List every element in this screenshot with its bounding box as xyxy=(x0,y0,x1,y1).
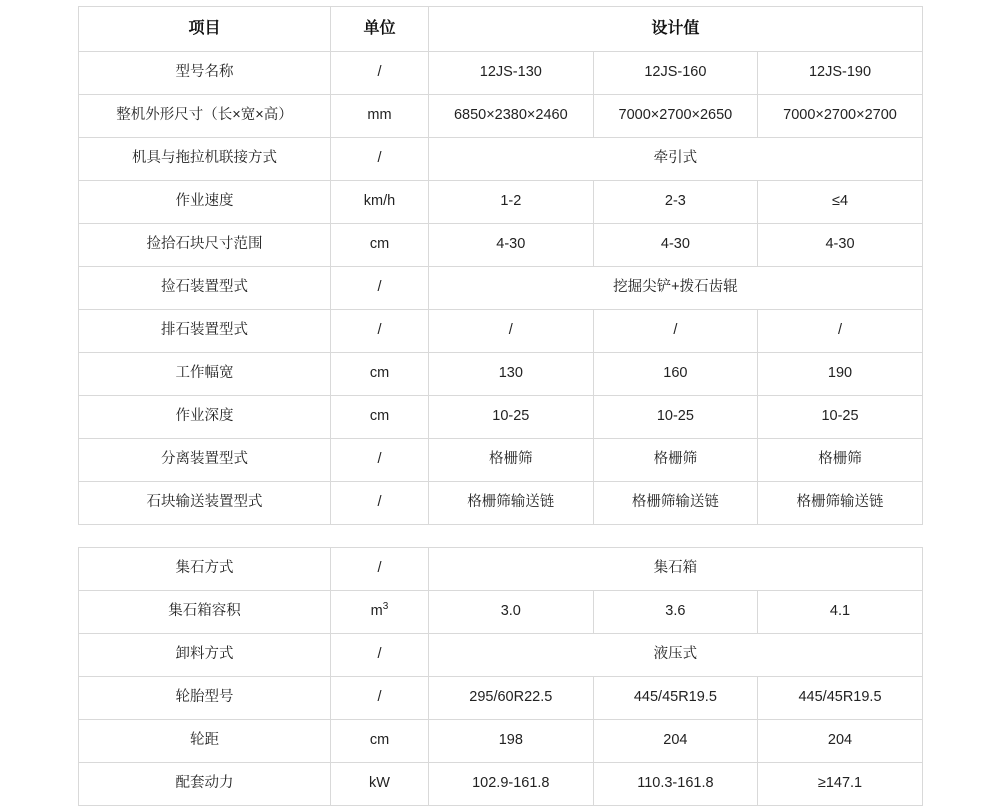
table-row xyxy=(79,720,923,763)
row-value-2: 10-25 xyxy=(593,396,758,439)
table-row xyxy=(79,677,923,720)
row-value-1: 4-30 xyxy=(429,224,594,267)
row-value-1: 格栅筛输送链 xyxy=(429,482,594,525)
row-item-label: 作业深度 xyxy=(79,396,331,439)
row-value-3: 10-25 xyxy=(758,396,923,439)
specification-table-primary xyxy=(78,6,923,525)
row-value-3: 445/45R19.5 xyxy=(758,677,923,720)
row-item-label: 工作幅宽 xyxy=(79,353,331,396)
row-unit: cm xyxy=(331,224,429,267)
row-value-1: 198 xyxy=(429,720,594,763)
table-spacer xyxy=(78,525,922,547)
table-row xyxy=(79,591,923,634)
row-value-1: / xyxy=(429,310,594,353)
row-value-merged: 液压式 xyxy=(429,634,923,677)
table-row xyxy=(79,224,923,267)
table-row xyxy=(79,52,923,95)
row-value-2: 110.3-161.8 xyxy=(593,763,758,806)
row-value-3: 格栅筛 xyxy=(758,439,923,482)
row-unit: mm xyxy=(331,95,429,138)
row-item-label: 分离装置型式 xyxy=(79,439,331,482)
specification-table-secondary xyxy=(78,547,923,806)
row-value-1: 102.9-161.8 xyxy=(429,763,594,806)
row-value-merged: 挖掘尖铲+拨石齿辊 xyxy=(429,267,923,310)
table-row xyxy=(79,267,923,310)
table-row xyxy=(79,396,923,439)
table-row xyxy=(79,634,923,677)
row-value-3: 4-30 xyxy=(758,224,923,267)
table-body-secondary xyxy=(79,548,923,806)
row-item-label: 捡石装置型式 xyxy=(79,267,331,310)
table-row xyxy=(79,439,923,482)
row-value-merged: 牵引式 xyxy=(429,138,923,181)
row-unit: / xyxy=(331,310,429,353)
row-item-label: 轮距 xyxy=(79,720,331,763)
row-value-1: 6850×2380×2460 xyxy=(429,95,594,138)
row-value-3: 204 xyxy=(758,720,923,763)
table-row xyxy=(79,353,923,396)
row-unit: / xyxy=(331,439,429,482)
row-item-label: 配套动力 xyxy=(79,763,331,806)
row-value-1: 130 xyxy=(429,353,594,396)
row-item-label: 排石装置型式 xyxy=(79,310,331,353)
row-value-2: / xyxy=(593,310,758,353)
table-header-row xyxy=(79,7,923,52)
row-unit: cm xyxy=(331,353,429,396)
table-row xyxy=(79,310,923,353)
row-unit: $m^3$ xyxy=(331,591,429,634)
row-unit: / xyxy=(331,138,429,181)
table-row xyxy=(79,548,923,591)
row-value-1: 295/60R22.5 xyxy=(429,677,594,720)
table-row xyxy=(79,138,923,181)
row-value-2: 格栅筛输送链 xyxy=(593,482,758,525)
row-unit: / xyxy=(331,482,429,525)
row-unit: kW xyxy=(331,763,429,806)
row-value-2: 格栅筛 xyxy=(593,439,758,482)
row-value-3: ≤4 xyxy=(758,181,923,224)
row-item-label: 石块输送装置型式 xyxy=(79,482,331,525)
row-value-2: 4-30 xyxy=(593,224,758,267)
row-value-3: 12JS-190 xyxy=(758,52,923,95)
header-item: 项目 xyxy=(79,7,331,52)
row-value-2: 3.6 xyxy=(593,591,758,634)
table-row xyxy=(79,181,923,224)
row-item-label: 轮胎型号 xyxy=(79,677,331,720)
row-unit: / xyxy=(331,548,429,591)
row-value-3: / xyxy=(758,310,923,353)
row-item-label: 机具与拖拉机联接方式 xyxy=(79,138,331,181)
row-value-2: 204 xyxy=(593,720,758,763)
row-value-1: 10-25 xyxy=(429,396,594,439)
row-item-label: 集石箱容积 xyxy=(79,591,331,634)
row-unit: cm xyxy=(331,396,429,439)
header-unit: 单位 xyxy=(331,7,429,52)
row-item-label: 捡拾石块尺寸范围 xyxy=(79,224,331,267)
row-unit: / xyxy=(331,267,429,310)
row-value-2: 445/45R19.5 xyxy=(593,677,758,720)
row-value-2: 7000×2700×2650 xyxy=(593,95,758,138)
table-row xyxy=(79,95,923,138)
row-item-label: 卸料方式 xyxy=(79,634,331,677)
row-value-2: 2-3 xyxy=(593,181,758,224)
table-body-primary xyxy=(79,52,923,525)
row-item-label: 作业速度 xyxy=(79,181,331,224)
table-header xyxy=(79,7,923,52)
row-value-1: 格栅筛 xyxy=(429,439,594,482)
row-value-3: ≥147.1 xyxy=(758,763,923,806)
row-item-label: 集石方式 xyxy=(79,548,331,591)
row-value-3: 7000×2700×2700 xyxy=(758,95,923,138)
row-value-2: 160 xyxy=(593,353,758,396)
row-value-1: 1-2 xyxy=(429,181,594,224)
row-value-1: 3.0 xyxy=(429,591,594,634)
table-row xyxy=(79,482,923,525)
row-unit: km/h xyxy=(331,181,429,224)
row-unit: cm xyxy=(331,720,429,763)
row-item-label: 型号名称 xyxy=(79,52,331,95)
row-unit: / xyxy=(331,677,429,720)
row-value-3: 4.1 xyxy=(758,591,923,634)
row-value-3: 190 xyxy=(758,353,923,396)
row-value-3: 格栅筛输送链 xyxy=(758,482,923,525)
row-value-2: 12JS-160 xyxy=(593,52,758,95)
header-design-value: 设计值 xyxy=(429,7,923,52)
row-unit: / xyxy=(331,634,429,677)
row-value-merged: 集石箱 xyxy=(429,548,923,591)
row-unit: / xyxy=(331,52,429,95)
row-item-label: 整机外形尺寸（长×宽×高） xyxy=(79,95,331,138)
table-row xyxy=(79,763,923,806)
row-value-1: 12JS-130 xyxy=(429,52,594,95)
